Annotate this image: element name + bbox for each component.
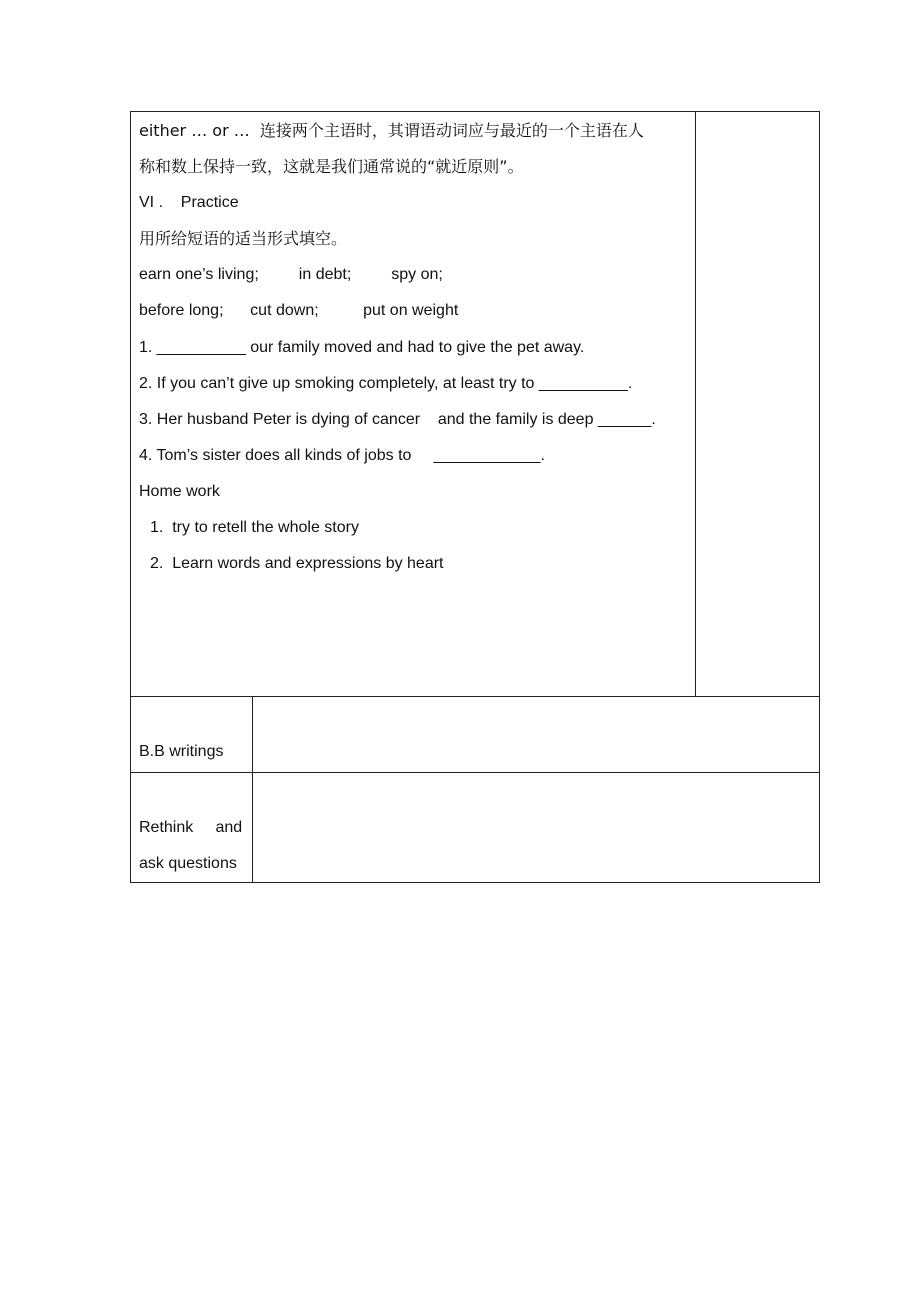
bb-writings-content-cell	[260, 700, 810, 768]
homework-item-1: 1. try to retell the whole story	[150, 519, 359, 536]
practice-instruction: 用所给短语的适当形式填空。	[139, 229, 348, 248]
row-divider-bb	[130, 696, 820, 697]
grammar-note-line-1: either … or … 连接两个主语时，其谓语动词应与最近的一个主语在人	[139, 121, 644, 140]
notes-column-divider	[695, 111, 696, 697]
rethink-label-line-1: Rethink and	[139, 819, 243, 836]
exercise-item-1: 1. __________ our family moved and had to give the pet away.	[139, 339, 585, 356]
bb-writings-label: B.B writings	[139, 743, 224, 760]
section-heading-practice: VI . Practice	[139, 194, 239, 211]
exercise-item-2: 2. If you can’t give up smoking completely, at least try to __________.	[139, 375, 633, 392]
phrase-list-line-1: earn one’s living; in debt; spy on;	[139, 266, 443, 283]
homework-item-2: 2. Learn words and expressions by heart	[150, 555, 444, 572]
rethink-content-cell	[260, 776, 810, 876]
label-column-divider	[252, 696, 253, 883]
row-divider-rethink	[130, 772, 820, 773]
grammar-note-line-2: 称和数上保持一致，这就是我们通常说的“就近原则”。	[139, 157, 524, 176]
section-heading-homework: Home work	[139, 483, 220, 500]
exercise-item-3: 3. Her husband Peter is dying of cancer and the family is deep ______.	[139, 411, 656, 428]
rethink-label-line-2: ask questions	[139, 855, 237, 872]
exercise-item-4: 4. Tom’s sister does all kinds of jobs to ____________.	[139, 447, 545, 464]
phrase-list-line-2: before long; cut down; put on weight	[139, 302, 459, 319]
